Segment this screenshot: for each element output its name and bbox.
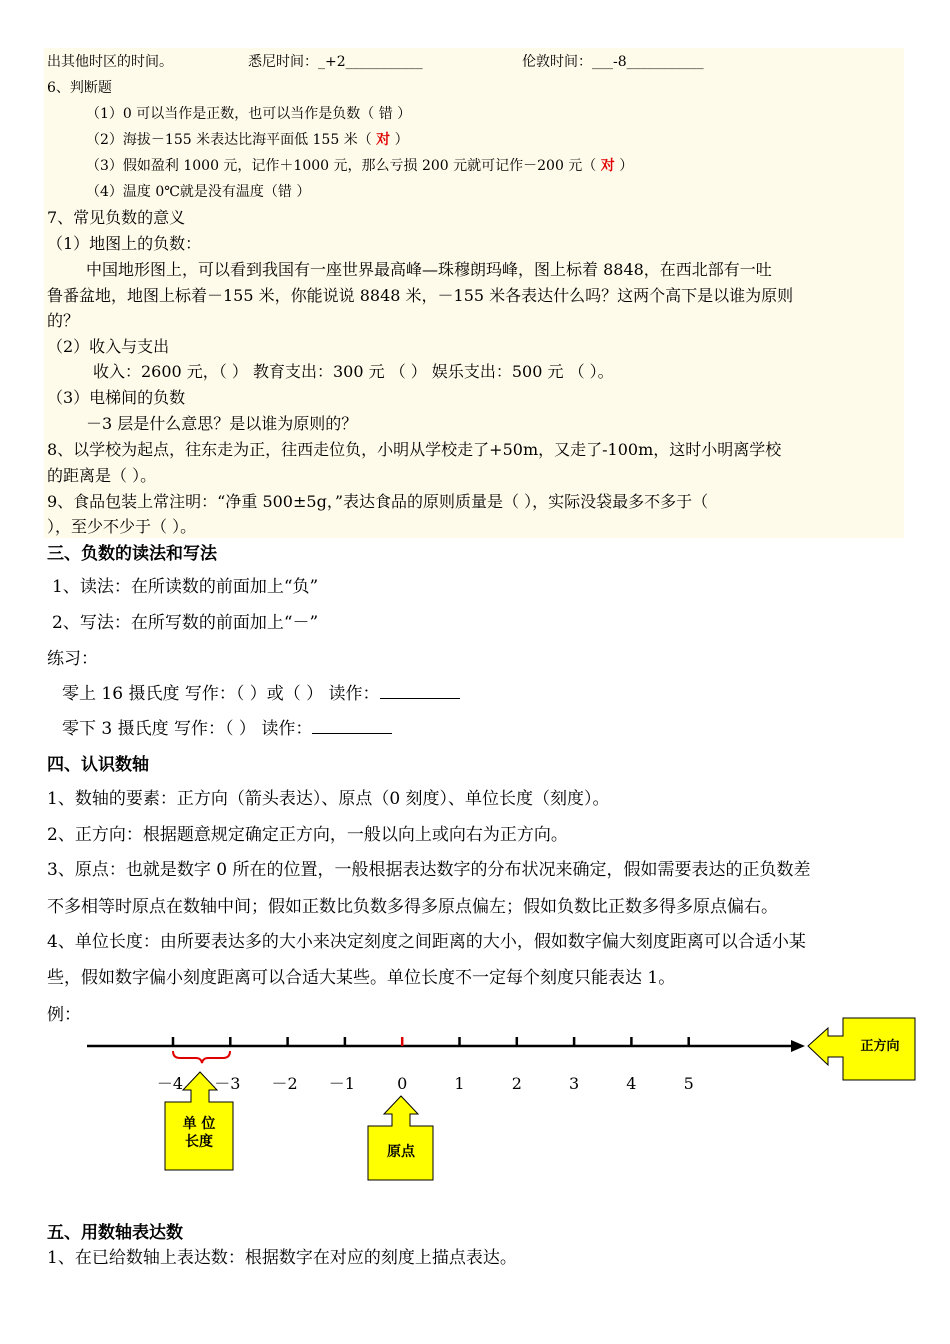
answer-blank[interactable] — [312, 718, 392, 734]
q7-elevator-line: －3 层是什么意思？是以谁为原则的？ — [86, 414, 358, 433]
exercise-1: 零上 16 摄氏度 写作：（ ）或（ ） 读作： — [62, 683, 460, 705]
q7-income-line: 收入：2600 元，（ ） 教育支出：300 元 （ ） 娱乐支出：500 元 （ ）。 — [93, 362, 614, 381]
origin-label: 原点 — [387, 1144, 415, 1160]
q7-title: 7、常见负数的意义 — [47, 208, 186, 227]
practice-label: 练习： — [47, 649, 98, 669]
axis-ticks — [173, 1037, 689, 1046]
axis-tick-label: 2 — [511, 1074, 522, 1093]
unit-brace-icon — [173, 1051, 230, 1063]
axis-tick-labels — [157, 1074, 694, 1093]
unit-length-label-2: 长度 — [185, 1134, 213, 1150]
q9-line-1: 9、食品包装上常注明：“净重 500±5g，”表达食品的原则质量是（ ），实际没袋最多不多于（ — [47, 492, 709, 511]
q6-item-1: （1）0 可以当作是正数，也可以当作是负数（ 错 ） — [86, 106, 412, 122]
origin-para-1: 3、原点：也就是数字 0 所在的位置，一般根据表达数字的分布状况来确定，假如需要表达的正负数差 — [47, 860, 811, 880]
section-3-title: 三、负数的读法和写法 — [47, 544, 217, 564]
q8-line-1: 8、以学校为起点，往东走为正，往西走位负，小明从学校走了+50m，又走了-100m，这时小明离学校 — [47, 440, 782, 459]
axis-tick-label: 1 — [454, 1074, 465, 1093]
unit-length-label-1: 单 位 — [182, 1116, 216, 1132]
q8-line-2: 的距离是（ ）。 — [47, 466, 157, 485]
q7-sub-1: （1）地图上的负数： — [47, 234, 202, 253]
q6-item-3: （3）假如盈利 1000 元，记作＋1000 元，那么亏损 200 元就可记作－200 元（ 对 ） — [86, 158, 634, 174]
exercise-2: 零下 3 摄氏度 写作：（ ） 读作： — [62, 718, 392, 740]
origin-callout — [368, 1096, 433, 1180]
q6-item-2: （2）海拔－155 米表达比海平面低 155 米（ 对 ） — [86, 132, 409, 148]
positive-direction-label: 正方向 — [860, 1039, 900, 1054]
q7-para-1: 中国地形图上，可以看到我国有一座世界最高峰—珠穆朗玛峰，图上标着 8848，在西北部有一吐 — [86, 260, 772, 279]
section-5-para: 1、在已给数轴上表达数：根据数字在对应的刻度上描点表达。 — [47, 1248, 517, 1268]
q7-para-3: 的？ — [47, 311, 80, 330]
q7-sub-3: （3）电梯间的负数 — [47, 388, 186, 407]
answer-correct: 对 — [600, 158, 615, 174]
axis-tick-label: －1 — [328, 1074, 355, 1093]
axis-tick-label: 5 — [683, 1074, 694, 1093]
unit-para-1: 4、单位长度：由所要表达多的大小来决定刻度之间距离的大小，假如数字偏大刻度距离可以合适小某 — [47, 932, 806, 952]
write-rule: 2、写法：在所写数的前面加上“－” — [52, 613, 319, 633]
answer-blank[interactable] — [380, 683, 460, 699]
q6-item-4: （4）温度 0℃就是没有温度（错 ） — [86, 184, 311, 200]
q7-para-2: 鲁番盆地，地图上标着－155 米，你能说说 8848 米，－155 米各表达什么吗？这两个高下是以谁为原则 — [47, 286, 794, 305]
sydney-time: 悉尼时间：_+2___________ — [248, 54, 423, 70]
axis-tick-label: 3 — [569, 1074, 580, 1093]
axis-elements: 1、数轴的要素：正方向（箭头表达）、原点（0 刻度）、单位长度（刻度）。 — [47, 789, 610, 809]
axis-arrow-icon — [791, 1040, 805, 1052]
axis-tick-label: 0 — [397, 1074, 408, 1093]
axis-tick-label: －2 — [271, 1074, 298, 1093]
origin-para-2: 不多相等时原点在数轴中间；假如正数比负数多得多原点偏左；假如负数比正数多得多原点偏右。 — [47, 897, 778, 917]
number-line-diagram — [0, 1010, 950, 1210]
section-5-title: 五、用数轴表达数 — [47, 1223, 183, 1243]
read-rule: 1、读法：在所读数的前面加上“负” — [52, 577, 319, 597]
axis-tick-label: －4 — [156, 1074, 184, 1093]
axis-tick-label: 4 — [626, 1074, 637, 1093]
positive-direction: 2、正方向：根据题意规定确定正方向，一般以向上或向右为正方向。 — [47, 825, 568, 845]
q7-sub-2: （2）收入与支出 — [47, 337, 170, 356]
section-4-title: 四、认识数轴 — [47, 755, 149, 775]
q9-line-2: ），至少不少于（ ）。 — [47, 517, 197, 536]
intro-text: 出其他时区的时间。 — [47, 54, 173, 70]
q6-title: 6、判断题 — [47, 80, 112, 96]
axis-tick-label: －3 — [214, 1074, 241, 1093]
london-time: 伦敦时间：___-8___________ — [522, 54, 704, 70]
unit-para-2: 些，假如数字偏小刻度距离可以合适大某些。单位长度不一定每个刻度只能表达 1。 — [47, 968, 676, 988]
answer-correct: 对 — [376, 132, 391, 148]
example-label: 例： — [47, 1005, 81, 1025]
